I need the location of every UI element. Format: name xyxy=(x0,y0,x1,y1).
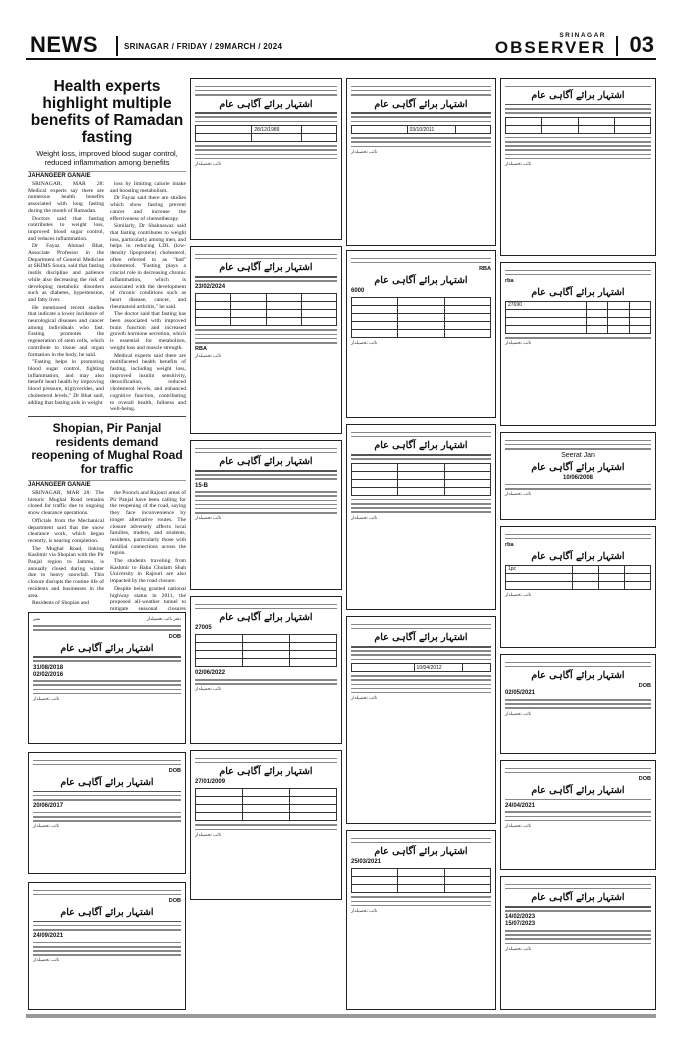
masthead-divider xyxy=(616,36,618,56)
paragraph: the Poonch and Rajouri areas of Pir Panjal have been calling for the reopening of the road, saying they face inconvenience by longer alternative routes. The closure adversely affects local families, traders, and students, residents, particularly those with familial connections across the region. xyxy=(110,490,186,557)
notice-tag: rba xyxy=(505,277,514,284)
notice-date: 15/07/2023 xyxy=(505,921,536,928)
table-cell xyxy=(266,294,301,302)
table-cell xyxy=(352,869,398,877)
table-cell xyxy=(352,126,408,134)
table-cell xyxy=(352,471,398,479)
notice-signature: نائب تحصیلدار xyxy=(351,149,378,155)
table-cell xyxy=(629,317,650,325)
table-cell xyxy=(196,126,252,134)
table-cell xyxy=(398,471,444,479)
table-cell xyxy=(352,313,398,321)
story-headline: Health experts highlight multiple benefits of Ramadan fasting xyxy=(30,78,184,146)
notice-table xyxy=(195,125,337,142)
notice-signature: نائب تحصیلدار xyxy=(195,354,222,360)
legal-notice xyxy=(190,750,342,900)
table-cell xyxy=(352,479,398,487)
table-cell xyxy=(586,325,607,333)
notice-signature: نائب تحصیلدار xyxy=(505,946,532,952)
masthead xyxy=(26,30,656,60)
table-cell xyxy=(231,318,266,326)
story-deck: Weight loss, improved blood sugar control, reduced inflammation among benefits xyxy=(36,149,178,167)
table-cell xyxy=(398,885,444,893)
notice-signature: نائب تحصیلدار xyxy=(351,340,378,346)
notice-title: اشتہار برائے آگاہی عام xyxy=(60,642,154,654)
table-cell xyxy=(573,573,599,581)
notice-date: 31/08/2018 xyxy=(33,664,64,671)
story-column-1 xyxy=(28,490,104,620)
table-cell xyxy=(444,479,490,487)
paragraph: He mentioned recent studies that indicate a lower incidence of neurological diseases and cancer among individuals who fast. Fasting promotes the regeneration of stem cells, which contribute to tissue and organ formation in the body, he said. xyxy=(28,304,104,358)
table-cell xyxy=(196,318,231,326)
story-byline: JAHANGEER GANAIE xyxy=(28,171,186,179)
story-body xyxy=(28,490,186,620)
story-column-1 xyxy=(28,181,104,414)
table-cell xyxy=(463,664,491,672)
notice-person-name: Seerat Jan xyxy=(561,452,595,460)
table-cell xyxy=(243,635,290,643)
legal-notice xyxy=(190,440,342,590)
table-cell xyxy=(352,463,398,471)
notice-signature: نائب تحصیلدار xyxy=(505,823,532,829)
legal-notice xyxy=(346,78,496,246)
story-column-2 xyxy=(110,490,186,620)
table-cell xyxy=(599,573,625,581)
paragraph: The Mughal Road, linking Kashmir via Shopian with the Pir Panjal region to Jammu, is annually closed during winter due to heavy snowfall. This closure disrupts the routine life of residents and businesses in the area. xyxy=(28,545,104,599)
notice-tag: DOB xyxy=(168,633,181,640)
notice-table xyxy=(195,788,337,821)
paragraph: The students traveling from Kashmir to Baba Ghulam Shah University in Rajouri are also impacted by the road closure. xyxy=(110,558,186,585)
table-cell xyxy=(444,297,490,305)
table-cell xyxy=(290,805,337,813)
notice-date: 24/04/2021 xyxy=(505,802,536,809)
notice-title: اشتہار برائے آگاہی عام xyxy=(531,462,625,474)
legal-notice xyxy=(500,78,656,256)
table-cell xyxy=(352,664,415,672)
paragraph: Despite being granted national highway status in 2011, the proposed all-weather tunnel to mitigate seasonal closures xyxy=(110,585,186,612)
logo-name: OBSERVER xyxy=(494,38,606,57)
table-cell xyxy=(614,125,650,133)
notice-title: اشتہار برائے آگاہی عام xyxy=(374,274,468,286)
table-cell xyxy=(506,317,587,325)
notice-title: اشتہار برائے آگاہی عام xyxy=(531,550,625,562)
table-cell xyxy=(301,318,336,326)
notice-tag: DOB xyxy=(168,767,181,774)
table-cell xyxy=(586,309,607,317)
paragraph: Officials from the Mechanical department said that the snow clearance work, which began recently, is nearing completion. xyxy=(28,517,104,544)
table-cell xyxy=(629,325,650,333)
legal-notice xyxy=(346,424,496,610)
table-cell xyxy=(243,643,290,651)
table-cell xyxy=(444,869,490,877)
notice-title: اشتہار برائے آگاہی عام xyxy=(531,286,625,298)
notice-table xyxy=(505,117,651,134)
table-cell xyxy=(625,573,651,581)
notice-table xyxy=(351,125,491,134)
table-cell xyxy=(625,565,651,573)
notice-tag: DOB xyxy=(638,775,651,782)
table-cell: 27690 xyxy=(506,301,587,309)
paragraph: SRINAGAR, MAR 28: Medical experts say there are numerous health benefits associated with long fasting during the month of Ramadan. xyxy=(28,181,104,214)
table-cell xyxy=(542,125,578,133)
notice-tag: rba xyxy=(505,541,514,548)
table-cell xyxy=(196,643,243,651)
table-cell xyxy=(196,302,231,310)
table-cell xyxy=(398,463,444,471)
notice-signature: نائب تحصیلدار xyxy=(505,492,532,498)
notice-tag: RBA xyxy=(195,346,207,353)
notice-title: اشتہار برائے آگاہی عام xyxy=(60,776,154,788)
notice-table xyxy=(351,297,491,338)
table-cell xyxy=(301,134,336,142)
table-cell xyxy=(398,321,444,329)
table-cell xyxy=(456,126,491,134)
table-cell xyxy=(573,565,599,573)
table-cell xyxy=(231,294,266,302)
table-cell xyxy=(629,301,650,309)
notice-title: اشتہار برائے آگاہی عام xyxy=(60,906,154,918)
notice-tag: DOB xyxy=(638,683,651,690)
logo-city: SRINAGAR xyxy=(559,32,606,39)
table-cell xyxy=(243,805,290,813)
table-cell xyxy=(352,297,398,305)
table-cell xyxy=(608,309,629,317)
notice-date: 02/06/2022 xyxy=(195,670,226,677)
table-cell xyxy=(266,310,301,318)
table-cell xyxy=(266,302,301,310)
legal-notice xyxy=(28,882,186,1010)
notice-title: اشتہار برائے آگاہی عام xyxy=(531,90,625,102)
table-cell xyxy=(586,317,607,325)
newspaper-logo xyxy=(495,32,606,56)
paragraph: Residents of Shopian and xyxy=(32,600,90,607)
table-cell xyxy=(578,125,614,133)
table-cell xyxy=(290,789,337,797)
notice-signature: نائب تحصیلدار xyxy=(195,832,222,838)
paragraph: loss by limiting calorie intake and boosting metabolism. xyxy=(110,181,186,194)
notice-table xyxy=(195,634,337,667)
notice-table xyxy=(351,463,491,496)
paragraph: SRINAGAR, MAR 28: The historic Mughal Road remains closed for traffic due to ongoing snow clearance operations. xyxy=(28,490,104,517)
table-cell xyxy=(290,659,337,667)
story-mughal-road xyxy=(28,422,186,620)
table-cell xyxy=(625,581,651,589)
table-cell xyxy=(290,797,337,805)
notice-date: 23/02/2024 xyxy=(195,284,226,291)
table-cell: 03/10/2011 xyxy=(407,126,456,134)
table-cell xyxy=(444,877,490,885)
notice-table xyxy=(351,868,491,893)
table-cell xyxy=(398,877,444,885)
legal-notice xyxy=(346,616,496,824)
table-cell xyxy=(301,294,336,302)
notice-title: اشتہار برائے آگاہی عام xyxy=(219,98,313,110)
table-cell xyxy=(231,302,266,310)
notice-signature: نائب تحصیلدار xyxy=(505,711,532,717)
table-cell xyxy=(290,651,337,659)
table-cell xyxy=(398,305,444,313)
table-cell xyxy=(196,789,243,797)
table-cell xyxy=(196,659,243,667)
legal-notice xyxy=(500,432,656,520)
notice-title: اشتہار برائے آگاہی عام xyxy=(531,892,625,904)
story-body xyxy=(28,181,186,414)
notice-title: اشتہار برائے آگاہی عام xyxy=(374,632,468,644)
table-cell xyxy=(398,479,444,487)
story-headline: Shopian, Pir Panjal residents demand reopening of Mughal Road for traffic xyxy=(31,421,183,476)
table-cell xyxy=(301,310,336,318)
notice-title: اشتہار برائے آگاہی عام xyxy=(219,456,313,468)
notice-date: 24/09/2021 xyxy=(33,933,64,940)
table-cell xyxy=(506,117,542,125)
notice-title: اشتہار برائے آگاہی عام xyxy=(374,98,468,110)
table-cell xyxy=(608,301,629,309)
paragraph: "Fasting helps in promoting blood sugar control, fighting inflammation, and may also benefit heart health by improving blood pressure, triglycerides, and cholesterol levels," Dr Bhat said, adding that fasting aids in weight xyxy=(28,359,104,406)
notice-date: 02/02/2016 xyxy=(33,671,64,678)
table-cell xyxy=(196,651,243,659)
table-cell xyxy=(301,302,336,310)
table-cell xyxy=(398,297,444,305)
table-cell xyxy=(196,294,231,302)
paragraph: Similarly, Dr Shahnawaz said that fasting contributes to weight loss, particularly among men, and helps in reducing LDL (low-density lipoprotein) cholesterol, often referred to as "bad" cholesterol. "Fasting plays a crucial role in decreasing chronic inflammation, which is associated with the development of chronic conditions such as heart disease, cancer, and rheumatoid arthritis," he said. xyxy=(110,223,186,310)
table-cell xyxy=(578,117,614,125)
legal-notice xyxy=(346,830,496,1010)
notice-date: 25/03/2021 xyxy=(351,859,382,866)
table-cell xyxy=(398,329,444,337)
table-cell xyxy=(266,318,301,326)
page-number: 03 xyxy=(629,32,654,57)
table-cell xyxy=(506,325,587,333)
notice-date: 27005 xyxy=(195,625,212,632)
masthead-divider xyxy=(116,36,118,56)
story-divider xyxy=(28,416,186,417)
table-cell xyxy=(290,643,337,651)
paragraph: Dr Fayaz said there are studies which show fasting prevent cancer and increase the effectiveness of chemotherapy. xyxy=(110,195,186,222)
table-cell xyxy=(398,487,444,495)
table-cell xyxy=(243,813,290,821)
notice-signature: نائب تحصیلدار xyxy=(195,687,222,693)
notice-signature: نائب تحصیلدار xyxy=(33,696,60,702)
table-cell xyxy=(352,321,398,329)
legal-notice xyxy=(500,876,656,1010)
table-cell xyxy=(231,310,266,318)
table-cell xyxy=(196,310,231,318)
table-cell xyxy=(586,301,607,309)
table-cell xyxy=(506,573,573,581)
paragraph: The doctor said that fasting has been associated with improved brain function and increased growth hormone secretion, which is essential for metabolism, weight loss and muscle strength. xyxy=(110,311,186,351)
paragraph: Dr Fayaz Ahmad Bhat, Associate Professor in the Department of General Medicine at SKIMS Soura, said that fasting instils discipline and patience while also decreasing the risk of developing metabolic disorders such as diabetes, hypertension, and fatty liver. xyxy=(28,243,104,303)
table-cell xyxy=(444,487,490,495)
notice-date: 15-B xyxy=(195,482,209,489)
legal-notice xyxy=(28,612,186,744)
table-cell xyxy=(196,797,243,805)
notice-date: 20/06/2017 xyxy=(33,803,64,810)
notice-date: 27/01/2009 xyxy=(195,779,226,786)
table-cell xyxy=(243,789,290,797)
table-cell xyxy=(352,487,398,495)
notice-date: 14/02/2023 xyxy=(505,914,536,921)
notice-title: اشتہار برائے آگاہی عام xyxy=(219,766,313,778)
notice-table xyxy=(505,565,651,590)
table-cell xyxy=(444,471,490,479)
table-cell: 28/12/1989 xyxy=(252,126,301,134)
section-name: NEWS xyxy=(30,32,98,57)
legal-notice xyxy=(190,596,342,744)
notice-date: 02/05/2021 xyxy=(505,690,536,697)
table-cell xyxy=(506,581,573,589)
table-cell xyxy=(290,813,337,821)
table-cell xyxy=(573,581,599,589)
table-cell xyxy=(542,117,578,125)
table-cell xyxy=(608,317,629,325)
legal-notice xyxy=(500,654,656,754)
notice-table xyxy=(195,293,337,326)
notice-signature: نائب تحصیلدار xyxy=(351,908,378,914)
table-cell xyxy=(196,635,243,643)
notice-header: نمبر دفتر نائب تحصیلدار xyxy=(33,617,181,622)
notice-title: اشتہار برائے آگاہی عام xyxy=(219,262,313,274)
table-cell xyxy=(444,313,490,321)
legal-notice xyxy=(500,760,656,870)
table-cell xyxy=(301,126,336,134)
table-cell xyxy=(252,134,301,142)
notice-signature: نائب تحصیلدار xyxy=(505,341,532,347)
notice-table xyxy=(351,663,491,672)
table-cell xyxy=(398,869,444,877)
notice-title: اشتہار برائے آگاہی عام xyxy=(219,612,313,624)
table-cell xyxy=(243,797,290,805)
story-column-2 xyxy=(110,181,186,414)
notice-table xyxy=(505,301,651,334)
notice-signature: نائب تحصیلدار xyxy=(351,696,378,702)
table-cell xyxy=(352,305,398,313)
table-cell xyxy=(444,321,490,329)
table-cell xyxy=(608,325,629,333)
notice-signature: نائب تحصیلدار xyxy=(195,161,222,167)
legal-notice xyxy=(190,78,342,240)
table-cell xyxy=(352,329,398,337)
legal-notice xyxy=(500,262,656,426)
notice-date: 6000 xyxy=(351,287,365,294)
table-cell: 1pc xyxy=(506,565,573,573)
table-cell: 10/04/2012 xyxy=(414,664,463,672)
table-cell xyxy=(444,305,490,313)
notice-title: اشتہار برائے آگاہی عام xyxy=(531,670,625,682)
legal-notice xyxy=(346,250,496,418)
page-footer-rule xyxy=(26,1014,656,1018)
table-cell xyxy=(506,309,587,317)
story-ramadan-fasting xyxy=(28,78,186,414)
notice-signature: نائب تحصیلدار xyxy=(505,161,532,167)
table-cell xyxy=(629,309,650,317)
table-cell xyxy=(290,635,337,643)
table-cell xyxy=(599,565,625,573)
notice-title: اشتہار برائے آگاہی عام xyxy=(374,846,468,858)
table-cell xyxy=(352,885,398,893)
table-cell xyxy=(196,805,243,813)
notice-tag: RBA xyxy=(479,265,491,272)
table-cell xyxy=(243,659,290,667)
table-cell xyxy=(352,877,398,885)
legal-notice xyxy=(190,246,342,434)
table-cell xyxy=(444,463,490,471)
table-cell xyxy=(614,117,650,125)
table-cell xyxy=(599,581,625,589)
table-cell xyxy=(398,313,444,321)
paragraph: Medical experts said there are multifaceted health benefits of fasting, including weight loss, improved insulin sensitivity, detoxification, reduced cholesterol levels, and enhanced cognitive function, contributing to overall health, fullness and well-being. xyxy=(110,352,186,413)
legal-notice xyxy=(28,752,186,874)
story-byline: JAHANGEER GANAIE xyxy=(28,480,186,488)
table-cell xyxy=(243,651,290,659)
table-cell xyxy=(444,885,490,893)
table-cell xyxy=(506,125,542,133)
paragraph: Doctors said that fasting contributes to weight loss, improved blood sugar control, and reduces inflammation. xyxy=(28,215,104,242)
notice-signature: نائب تحصیلدار xyxy=(33,824,60,830)
table-cell xyxy=(196,813,243,821)
notice-signature: نائب تحصیلدار xyxy=(33,958,60,964)
notice-date: 10/06/2008 xyxy=(562,475,594,482)
notice-title: اشتہار برائے آگاہی عام xyxy=(531,784,625,796)
notice-signature: نائب تحصیلدار xyxy=(195,516,222,522)
notice-signature: نائب تحصیلدار xyxy=(351,515,378,521)
table-cell xyxy=(444,329,490,337)
legal-notice xyxy=(500,526,656,648)
dateline: SRINAGAR / FRIDAY / 29MARCH / 2024 xyxy=(124,42,283,51)
table-cell xyxy=(196,134,252,142)
notice-signature: نائب تحصیلدار xyxy=(505,592,532,598)
notice-title: اشتہار برائے آگاہی عام xyxy=(374,440,468,452)
notice-tag: DOB xyxy=(168,897,181,904)
